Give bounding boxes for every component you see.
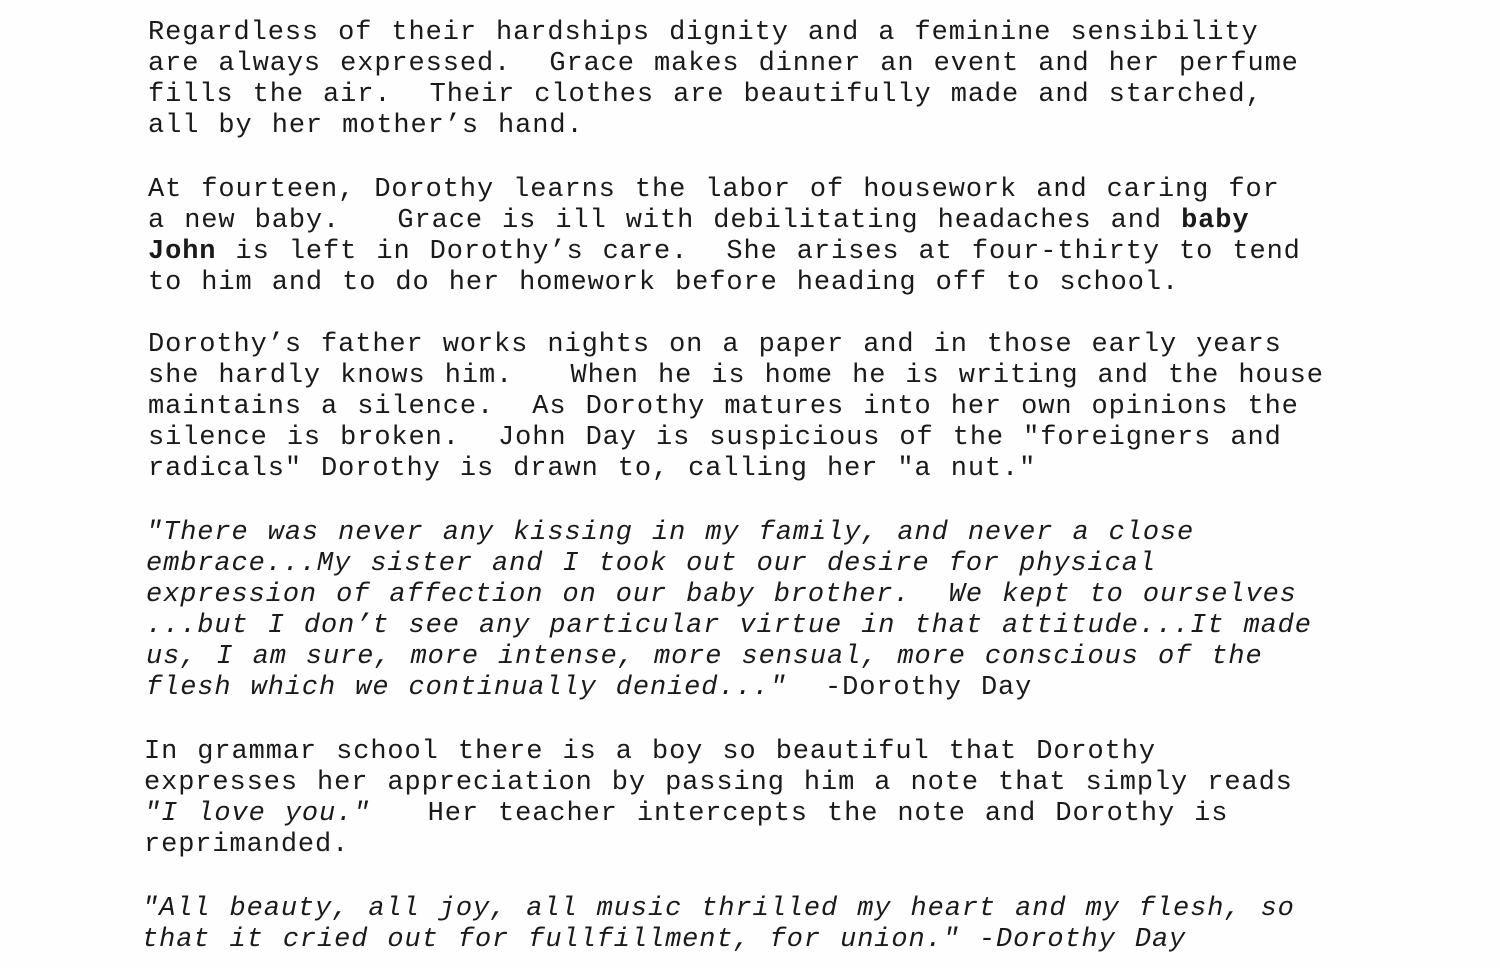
text-line	[144, 799, 1370, 830]
text-segment: Her teacher intercepts the note and Dorothy is	[370, 799, 1229, 829]
text-segment: a new baby. Grace is ill with debilitating headaches and	[148, 206, 1182, 236]
bold-name-john: John	[148, 237, 217, 267]
paragraph-father	[148, 330, 1374, 485]
quoted-note: "I love you."	[144, 799, 371, 829]
text-line: to him and to do her homework before heading off to school.	[148, 268, 1180, 298]
paragraph-hardships	[148, 18, 1374, 142]
text-line: fills the air. Their clothes are beautifully made and starched,	[148, 80, 1263, 110]
text-line: Regardless of their hardships dignity and a feminine sensibility	[148, 18, 1259, 48]
paragraph-fourteen	[148, 175, 1374, 299]
quote-text: that it cried out for fullfillment, for union."	[142, 925, 960, 955]
quote-line: ...but I don’t see any particular virtue in that attitude...It made	[146, 611, 1312, 641]
paragraph-grammar-school	[144, 737, 1370, 861]
quote-attribution: -Dorothy Day	[959, 925, 1187, 955]
text-line: silence is broken. John Day is suspicious of the "foreigners and	[148, 423, 1282, 453]
quote-line: expression of affection on our baby brother. We kept to ourselves	[146, 580, 1297, 610]
quote-line: "All beauty, all joy, all music thrilled my heart and my flesh, so	[142, 894, 1295, 924]
text-line	[148, 206, 1374, 237]
quote-attribution: -Dorothy Day	[786, 673, 1033, 703]
text-line: radicals" Dorothy is drawn to, calling her "a nut."	[148, 454, 1037, 484]
text-line: are always expressed. Grace makes dinner an event and her perfume	[148, 49, 1299, 79]
text-line: she hardly knows him. When he is home he is writing and the house	[148, 361, 1324, 391]
text-line: maintains a silence. As Dorothy matures into her own opinions the	[148, 392, 1299, 422]
text-line: expresses her appreciation by passing him a note that simply reads	[144, 768, 1293, 798]
text-line: all by her mother’s hand.	[148, 111, 584, 141]
text-line: Dorothy’s father works nights on a paper and in those early years	[148, 330, 1282, 360]
text-line: reprimanded.	[144, 830, 350, 860]
text-line: In grammar school there is a boy so beautiful that Dorothy	[144, 737, 1156, 767]
quote-line: us, I am sure, more intense, more sensual, more conscious of the	[146, 642, 1263, 672]
quote-kissing	[146, 518, 1372, 704]
quote-line: embrace...My sister and I took out our desire for physical	[146, 549, 1156, 579]
text-line	[148, 237, 1374, 268]
quote-beauty	[142, 894, 1368, 956]
text-segment: is left in Dorothy’s care. She arises at four-thirty to tend	[216, 237, 1301, 267]
quote-line	[146, 673, 1372, 704]
quote-line	[142, 925, 1368, 956]
text-line: At fourteen, Dorothy learns the labor of housework and caring for	[148, 175, 1280, 205]
bold-name-baby: baby	[1181, 206, 1250, 236]
quote-line: "There was never any kissing in my family, and never a close	[146, 518, 1195, 548]
quote-text: flesh which we continually denied..."	[146, 673, 787, 703]
